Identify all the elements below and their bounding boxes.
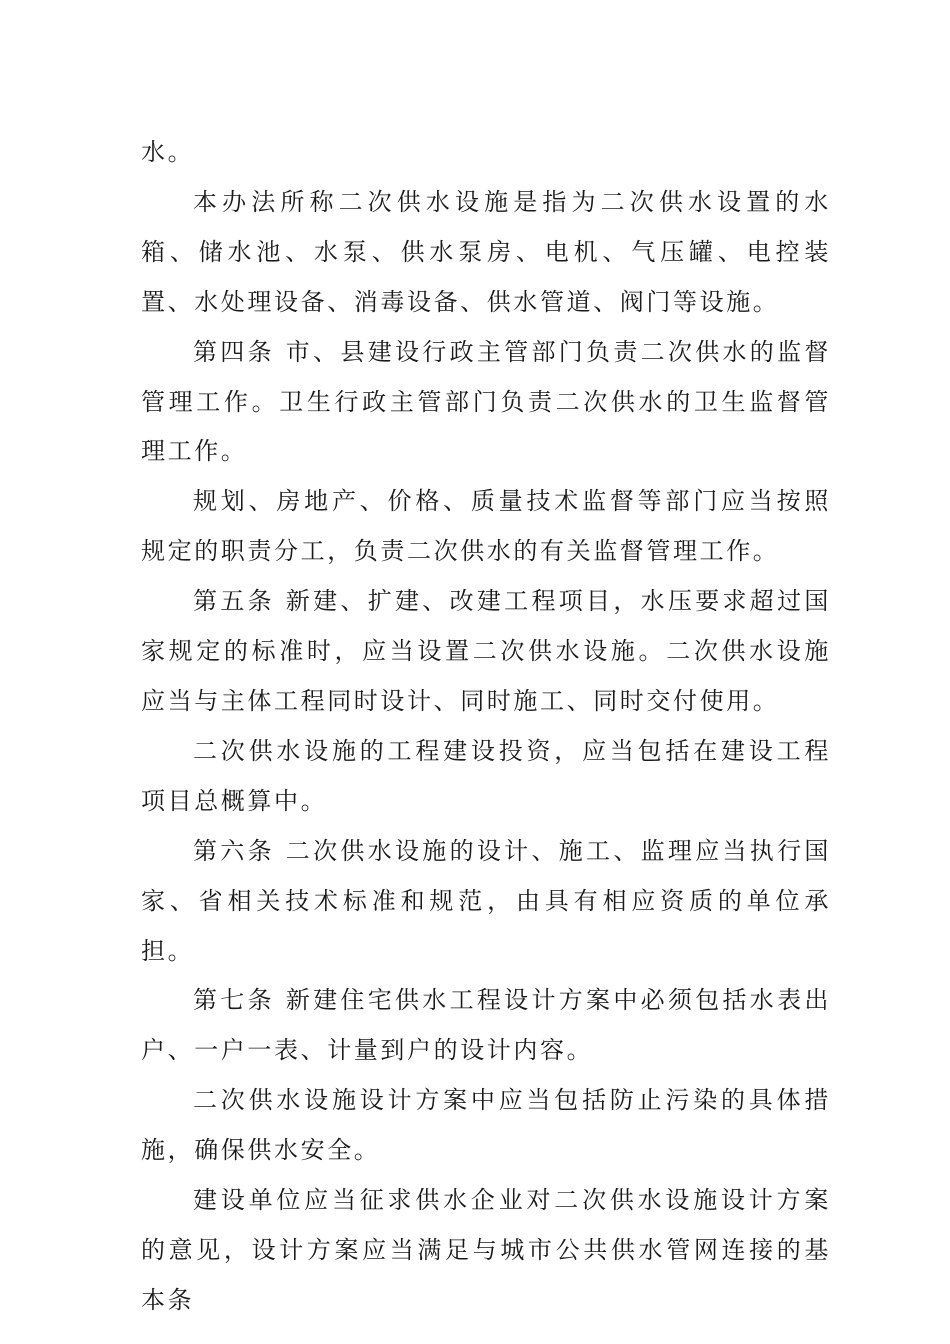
paragraph-article-6: 第六条 二次供水设施的设计、施工、监理应当执行国家、省相关技术标准和规范，由具有相应资质的单位承担。 [141,836,831,965]
paragraph-article-7: 第七条 新建住宅供水工程设计方案中必须包括水表出户、一户一表、计量到户的设计内容。 [141,986,831,1065]
paragraph-article-4: 第四条 市、县建设行政主管部门负责二次供水的监督管理工作。卫生行政主管部门负责二次供水的卫生监督管理工作。 [141,337,831,466]
paragraph-article-5: 第五条 新建、扩建、改建工程项目，水压要求超过国家规定的标准时，应当设置二次供水设施。二次供水设施应当与主体工程同时设计、同时施工、同时交付使用。 [141,587,831,715]
paragraph-continuation: 水。 [141,138,195,166]
document-body [141,128,831,1326]
paragraph-investment: 二次供水设施的工程建设投资，应当包括在建设工程项目总概算中。 [141,736,831,815]
paragraph-design-consultation: 建设单位应当征求供水企业对二次供水设施设计方案的意见，设计方案应当满足与城市公共供水管网连接的基本条 [141,1186,831,1314]
paragraph-pollution-measures: 二次供水设施设计方案中应当包括防止污染的具体措施，确保供水安全。 [141,1086,831,1165]
paragraph-facility-definition: 本办法所称二次供水设施是指为二次供水设置的水箱、储水池、水泵、供水泵房、电机、气压罐、电控装置、水处理设备、消毒设备、供水管道、阀门等设施。 [141,187,831,316]
paragraph-other-departments: 规划、房地产、价格、质量技术监督等部门应当按照规定的职责分工，负责二次供水的有关监督管理工作。 [141,487,831,566]
